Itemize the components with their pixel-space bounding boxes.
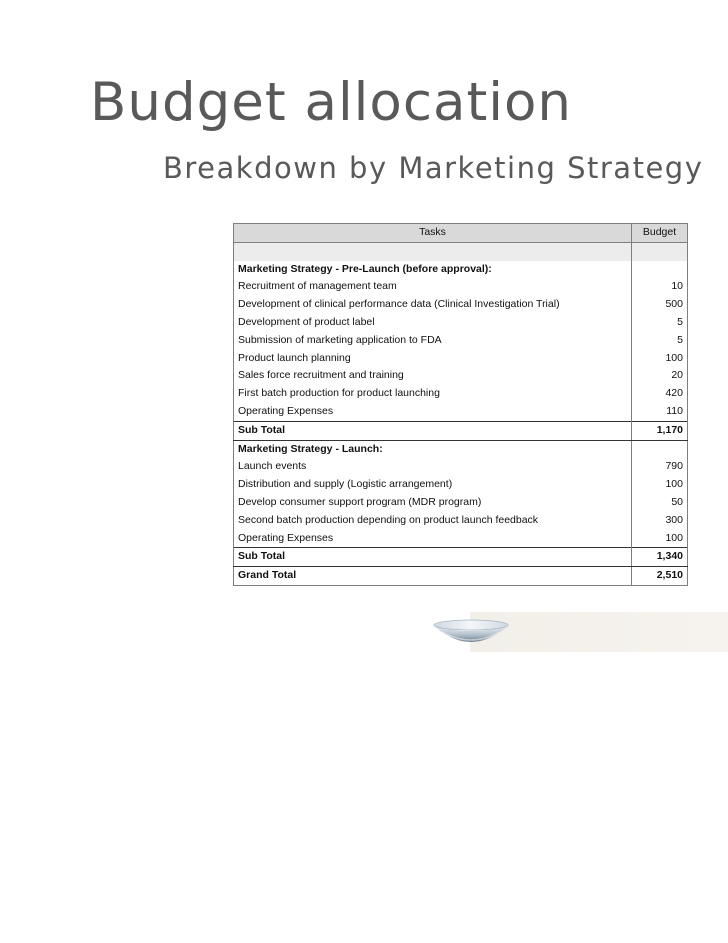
grand-total-row: [234, 567, 688, 586]
task-cell: Launch events: [234, 458, 632, 476]
table-row: [234, 314, 688, 332]
section-heading-launch: [234, 440, 688, 458]
task-cell: Recruitment of management team: [234, 278, 632, 296]
table-row: [234, 296, 688, 314]
task-cell: Sales force recruitment and training: [234, 367, 632, 385]
table-row: [234, 350, 688, 368]
subtotal-label: Sub Total: [234, 548, 632, 567]
task-cell: Develop consumer support program (MDR program): [234, 494, 632, 512]
section-heading: Marketing Strategy - Pre-Launch (before approval):: [234, 261, 632, 279]
budget-cell: 300: [632, 512, 688, 530]
budget-cell: 10: [632, 278, 688, 296]
table-row: [234, 332, 688, 350]
task-cell: Product launch planning: [234, 350, 632, 368]
table-row: [234, 385, 688, 403]
task-cell: Operating Expenses: [234, 530, 632, 548]
slide-subtitle: Breakdown by Marketing Strategy: [163, 151, 704, 185]
table-row: [234, 278, 688, 296]
table-row: [234, 403, 688, 421]
budget-cell: 500: [632, 296, 688, 314]
table-row: [234, 512, 688, 530]
table-spacer-row: [234, 242, 688, 260]
budget-cell: 100: [632, 350, 688, 368]
task-cell: Distribution and supply (Logistic arrangement): [234, 476, 632, 494]
table-row: [234, 458, 688, 476]
budget-table: [233, 223, 688, 586]
table-row: [234, 530, 688, 548]
task-cell: Submission of marketing application to FDA: [234, 332, 632, 350]
task-cell: Development of product label: [234, 314, 632, 332]
table-row: [234, 476, 688, 494]
budget-cell: 5: [632, 314, 688, 332]
budget-cell: 100: [632, 476, 688, 494]
table-row: [234, 367, 688, 385]
subtotal-value: 1,170: [632, 421, 688, 440]
task-cell: Development of clinical performance data (Clinical Investigation Trial): [234, 296, 632, 314]
header-tasks: Tasks: [234, 224, 632, 243]
budget-cell: 100: [632, 530, 688, 548]
slide-title: Budget allocation: [90, 72, 572, 133]
subtotal-value: 1,340: [632, 548, 688, 567]
section-heading-prelaunch: [234, 261, 688, 279]
subtotal-label: Sub Total: [234, 421, 632, 440]
contact-lens-image: [432, 614, 510, 650]
section-heading: Marketing Strategy - Launch:: [234, 440, 632, 458]
budget-cell: 110: [632, 403, 688, 421]
budget-cell: 790: [632, 458, 688, 476]
budget-cell: 20: [632, 367, 688, 385]
table-header-row: [234, 224, 688, 243]
task-cell: Operating Expenses: [234, 403, 632, 421]
budget-cell: 50: [632, 494, 688, 512]
budget-cell: 5: [632, 332, 688, 350]
header-budget: Budget: [632, 224, 688, 243]
budget-cell: 420: [632, 385, 688, 403]
table-row: [234, 494, 688, 512]
task-cell: First batch production for product launching: [234, 385, 632, 403]
subtotal-row-launch: [234, 548, 688, 567]
subtotal-row-prelaunch: [234, 421, 688, 440]
grand-total-label: Grand Total: [234, 567, 632, 586]
task-cell: Second batch production depending on product launch feedback: [234, 512, 632, 530]
grand-total-value: 2,510: [632, 567, 688, 586]
